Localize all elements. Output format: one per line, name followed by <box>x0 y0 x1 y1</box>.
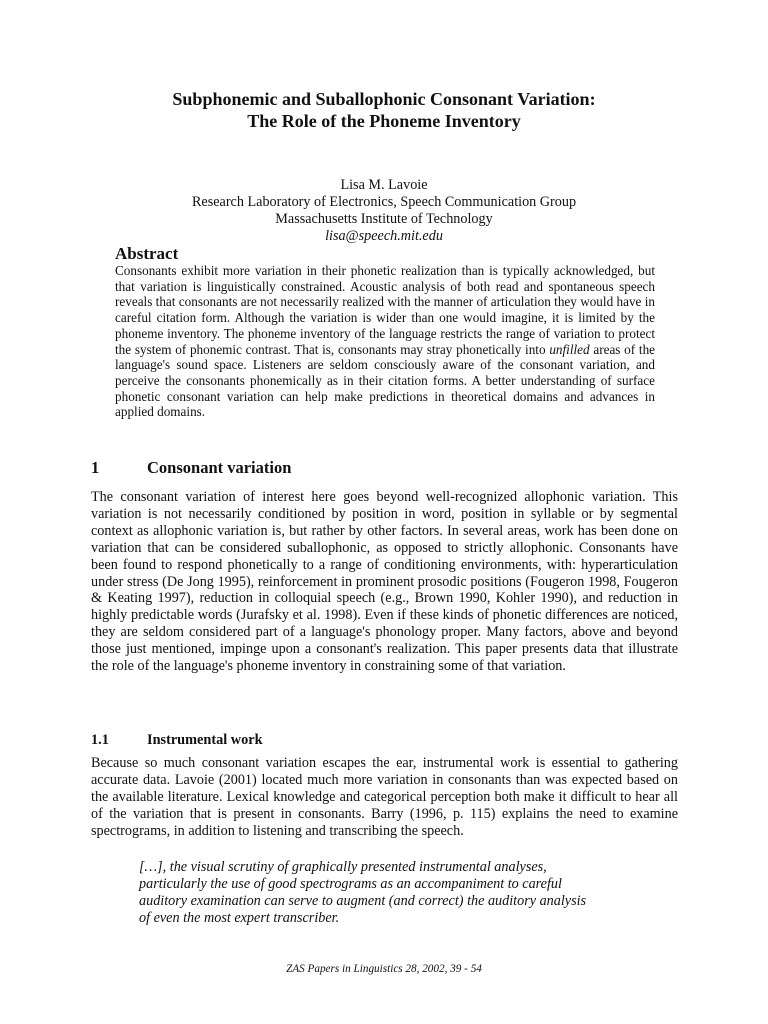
quote-line: […], the visual scrutiny of graphically presented instrumental analyses, <box>139 859 547 875</box>
paper-title <box>0 88 768 132</box>
section-1-title: Consonant variation <box>147 458 292 477</box>
author-affiliation-lab: Research Laboratory of Electronics, Speech Communication Group <box>191 194 577 210</box>
block-quote <box>139 859 659 927</box>
abstract-emphasis: unfilled <box>549 341 590 357</box>
author-name: Lisa M. Lavoie <box>340 177 428 193</box>
quote-line: of even the most expert transcriber. <box>139 910 340 926</box>
abstract-text-part-1: Consonants exhibit more variation in their phonetic realization than is typically acknowledged, but that variation is linguistically constrained. Acoustic analysis of both read and spontaneous speech reveals that consonants are not necessarily realized with the manner of articulation they would have in careful citation form. Although the variation is wider than one would imagine, it is limited by the phoneme inventory. The phoneme inventory of the language restricts the range of variation to protect the system of phonemic contrast. That is, consonants may stray phonetically into <box>115 263 655 357</box>
author-block <box>0 177 768 245</box>
page-footer: ZAS Papers in Linguistics 28, 2002, 39 - 54 <box>286 963 482 975</box>
section-1-1-paragraph: Because so much consonant variation escapes the ear, instrumental work is essential to gathering accurate data. Lavoie (2001) located much more variation in consonants than was expected based on the available literature. Lexical knowledge and categorical perception both make it difficult to hear all of the variation that is present in consonants. Barry (1996, p. 115) explains the need to examine spectrograms, in addition to listening and transcribing the speech. <box>91 755 678 839</box>
abstract-text-part-2: areas of the language's sound space. Listeners are seldom consciously aware of the consonant variation, and perceive the consonants phonemically as in their citation forms. A better understanding of surface phonetic consonant variation can help make predictions in theoretical domains and advances in applied domains. <box>115 341 656 420</box>
title-line-2: The Role of the Phoneme Inventory <box>247 111 521 131</box>
author-email: lisa@speech.mit.edu <box>325 228 443 244</box>
title-line-1: Subphonemic and Suballophonic Consonant Variation: <box>172 89 596 109</box>
section-1-paragraph: The consonant variation of interest here goes beyond well-recognized allophonic variation. This variation is not necessarily conditioned by position in word, position in syllable or by segmental context as allophonic variation is, but rather by other factors. In several areas, work has been done on variation that can be considered suballophonic, as opposed to strictly allophonic. Consonants have been found to respond phonetically to a range of conditioning environments, with: hyperarticulation under stress (De Jong 1995), reinforcement in prominent prosodic positions (Fougeron 1998, Fougeron & Keating 1997), reduction in colloquial speech (e.g., Brown 1990, Kohler 1990), and reduction in highly predictable words (Jurafsky et al. 1998). Even if these kinds of phonetic differences are noticed, they are seldom considered part of a language's phonology proper. Many factors, above and beyond those just mentioned, impinge upon a consonant's realization. This paper presents data that illustrate the role of the language's phoneme inventory in constraining some of that variation. <box>91 489 678 675</box>
section-1-1-heading <box>91 732 263 749</box>
abstract-text <box>115 263 655 420</box>
quote-line: auditory examination can serve to augment (and correct) the auditory analysis <box>139 893 587 909</box>
section-1-number: 1 <box>91 458 100 477</box>
quote-line: particularly the use of good spectrograms as an accompaniment to careful <box>139 876 562 892</box>
abstract-heading: Abstract <box>115 244 179 263</box>
section-1-1-title: Instrumental work <box>147 732 263 748</box>
section-1-heading <box>91 458 291 478</box>
author-affiliation-institute: Massachusetts Institute of Technology <box>275 211 493 227</box>
section-1-1-number: 1.1 <box>91 732 109 748</box>
